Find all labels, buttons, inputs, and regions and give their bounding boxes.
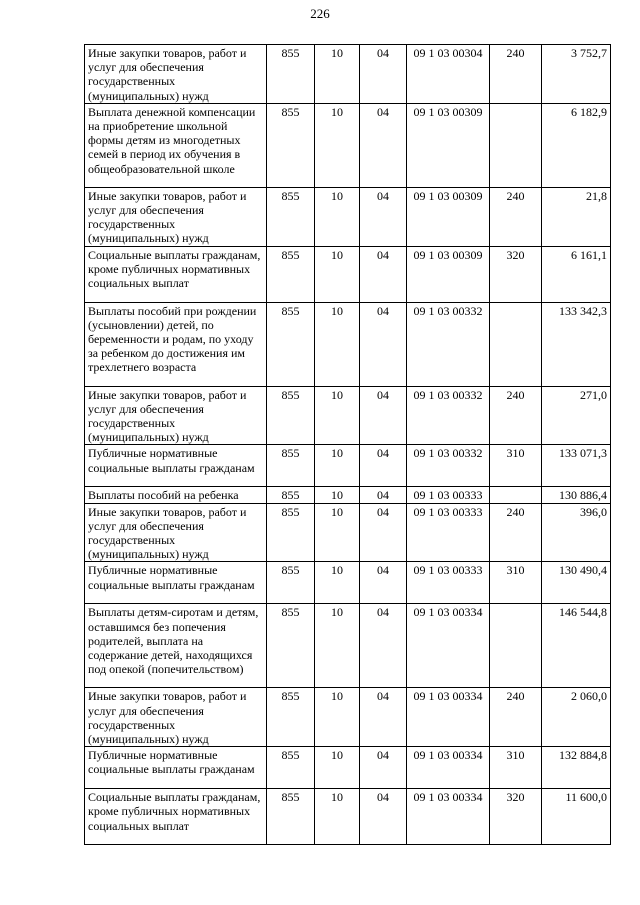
table-row (85, 445, 611, 487)
expense-type-cell: 320 (490, 246, 542, 302)
expense-type-cell: 310 (490, 747, 542, 789)
target-article-cell: 09 1 03 00334 (407, 604, 490, 688)
amount-cell: 3 752,7 (542, 45, 611, 104)
subsection-code-cell: 04 (360, 503, 407, 562)
ministry-code-cell: 855 (267, 503, 315, 562)
expense-name-cell: Иные закупки товаров, работ и услуг для обеспечения государственных (муниципальных) нужд (85, 386, 267, 445)
amount-cell: 2 060,0 (542, 688, 611, 747)
amount-cell: 271,0 (542, 386, 611, 445)
amount-cell: 396,0 (542, 503, 611, 562)
table-row (85, 789, 611, 845)
expense-type-cell (490, 302, 542, 386)
expense-name-cell: Социальные выплаты гражданам, кроме публичных нормативных социальных выплат (85, 246, 267, 302)
ministry-code-cell: 855 (267, 789, 315, 845)
expense-type-cell (490, 604, 542, 688)
expense-name-cell: Публичные нормативные социальные выплаты гражданам (85, 747, 267, 789)
amount-cell: 133 071,3 (542, 445, 611, 487)
target-article-cell: 09 1 03 00333 (407, 562, 490, 604)
subsection-code-cell: 04 (360, 445, 407, 487)
expense-type-cell: 310 (490, 445, 542, 487)
target-article-cell: 09 1 03 00332 (407, 386, 490, 445)
subsection-code-cell: 04 (360, 688, 407, 747)
table-row (85, 562, 611, 604)
amount-cell: 130 886,4 (542, 487, 611, 503)
ministry-code-cell: 855 (267, 302, 315, 386)
target-article-cell: 09 1 03 00332 (407, 445, 490, 487)
subsection-code-cell: 04 (360, 386, 407, 445)
subsection-code-cell: 04 (360, 604, 407, 688)
section-code-cell: 10 (315, 503, 360, 562)
amount-cell: 132 884,8 (542, 747, 611, 789)
table-row (85, 45, 611, 104)
amount-cell: 146 544,8 (542, 604, 611, 688)
section-code-cell: 10 (315, 604, 360, 688)
table-row (85, 246, 611, 302)
expense-name-cell: Публичные нормативные социальные выплаты гражданам (85, 562, 267, 604)
table-row (85, 503, 611, 562)
table-row (85, 688, 611, 747)
expense-name-cell: Иные закупки товаров, работ и услуг для обеспечения государственных (муниципальных) нужд (85, 688, 267, 747)
section-code-cell: 10 (315, 45, 360, 104)
target-article-cell: 09 1 03 00332 (407, 302, 490, 386)
table-row (85, 487, 611, 503)
expense-type-cell (490, 487, 542, 503)
section-code-cell: 10 (315, 562, 360, 604)
subsection-code-cell: 04 (360, 103, 407, 187)
expense-name-cell: Иные закупки товаров, работ и услуг для обеспечения государственных (муниципальных) нужд (85, 503, 267, 562)
target-article-cell: 09 1 03 00333 (407, 487, 490, 503)
table-row (85, 747, 611, 789)
amount-cell: 130 490,4 (542, 562, 611, 604)
ministry-code-cell: 855 (267, 562, 315, 604)
ministry-code-cell: 855 (267, 187, 315, 246)
target-article-cell: 09 1 03 00334 (407, 789, 490, 845)
expense-type-cell: 240 (490, 688, 542, 747)
expense-type-cell: 240 (490, 45, 542, 104)
section-code-cell: 10 (315, 386, 360, 445)
amount-cell: 11 600,0 (542, 789, 611, 845)
subsection-code-cell: 04 (360, 747, 407, 789)
ministry-code-cell: 855 (267, 386, 315, 445)
subsection-code-cell: 04 (360, 187, 407, 246)
expense-name-cell: Публичные нормативные социальные выплаты гражданам (85, 445, 267, 487)
amount-cell: 6 161,1 (542, 246, 611, 302)
subsection-code-cell: 04 (360, 789, 407, 845)
page-number: 226 (310, 6, 330, 21)
subsection-code-cell: 04 (360, 246, 407, 302)
expense-type-cell: 240 (490, 503, 542, 562)
expense-type-cell: 310 (490, 562, 542, 604)
expense-name-cell: Социальные выплаты гражданам, кроме публичных нормативных социальных выплат (85, 789, 267, 845)
ministry-code-cell: 855 (267, 103, 315, 187)
section-code-cell: 10 (315, 103, 360, 187)
amount-cell: 133 342,3 (542, 302, 611, 386)
section-code-cell: 10 (315, 487, 360, 503)
expense-name-cell: Выплаты детям-сиротам и детям, оставшимся без попечения родителей, выплата на содержание детей, находящихся под опекой (попечительством) (85, 604, 267, 688)
section-code-cell: 10 (315, 246, 360, 302)
expense-name-cell: Выплата денежной компенсации на приобретение школьной формы детям из многодетных семей в период их обучения в общеобразовательной школе (85, 103, 267, 187)
section-code-cell: 10 (315, 747, 360, 789)
subsection-code-cell: 04 (360, 45, 407, 104)
target-article-cell: 09 1 03 00309 (407, 103, 490, 187)
ministry-code-cell: 855 (267, 688, 315, 747)
expense-name-cell: Иные закупки товаров, работ и услуг для обеспечения государственных (муниципальных) нужд (85, 45, 267, 104)
expense-name-cell: Выплаты пособий на ребенка (85, 487, 267, 503)
target-article-cell: 09 1 03 00334 (407, 747, 490, 789)
section-code-cell: 10 (315, 445, 360, 487)
ministry-code-cell: 855 (267, 246, 315, 302)
section-code-cell: 10 (315, 789, 360, 845)
ministry-code-cell: 855 (267, 747, 315, 789)
expense-type-cell: 320 (490, 789, 542, 845)
amount-cell: 6 182,9 (542, 103, 611, 187)
section-code-cell: 10 (315, 187, 360, 246)
target-article-cell: 09 1 03 00304 (407, 45, 490, 104)
table-row (85, 187, 611, 246)
target-article-cell: 09 1 03 00309 (407, 246, 490, 302)
budget-table (84, 44, 611, 845)
expense-type-cell (490, 103, 542, 187)
subsection-code-cell: 04 (360, 302, 407, 386)
target-article-cell: 09 1 03 00333 (407, 503, 490, 562)
expense-name-cell: Иные закупки товаров, работ и услуг для обеспечения государственных (муниципальных) нужд (85, 187, 267, 246)
target-article-cell: 09 1 03 00309 (407, 187, 490, 246)
ministry-code-cell: 855 (267, 445, 315, 487)
ministry-code-cell: 855 (267, 604, 315, 688)
table-row (85, 386, 611, 445)
ministry-code-cell: 855 (267, 45, 315, 104)
table-row (85, 604, 611, 688)
section-code-cell: 10 (315, 688, 360, 747)
subsection-code-cell: 04 (360, 562, 407, 604)
section-code-cell: 10 (315, 302, 360, 386)
expense-name-cell: Выплаты пособий при рождении (усыновлении) детей, по беременности и родам, по уходу за ребенком до достижения им трехлетнего возраста (85, 302, 267, 386)
table-row (85, 103, 611, 187)
ministry-code-cell: 855 (267, 487, 315, 503)
target-article-cell: 09 1 03 00334 (407, 688, 490, 747)
subsection-code-cell: 04 (360, 487, 407, 503)
expense-type-cell: 240 (490, 386, 542, 445)
table-row (85, 302, 611, 386)
expense-type-cell: 240 (490, 187, 542, 246)
amount-cell: 21,8 (542, 187, 611, 246)
